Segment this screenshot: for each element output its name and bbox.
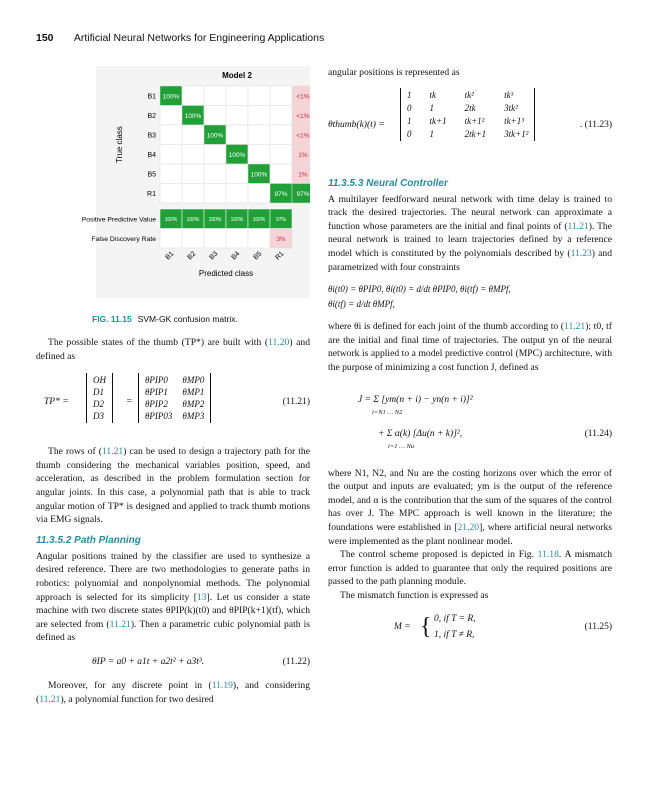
equation-link[interactable]: 11.23 [570, 247, 592, 259]
row-label: B1 [147, 93, 156, 101]
fdr-cell [248, 229, 270, 249]
cell-value: 100% [206, 132, 224, 140]
matrix-cell [226, 106, 248, 126]
matrix-entry: 2tk+1 [464, 128, 487, 139]
matrix-entry: D1 [93, 387, 104, 398]
ppv-label: Positive Predictive Value [81, 216, 156, 224]
page-header [36, 32, 324, 44]
chart-title: Model 2 [222, 71, 252, 80]
cell-value: 97% [274, 190, 288, 198]
figure-label: FIG. 11.15 [92, 314, 132, 324]
row-summary-value: <1% [296, 93, 310, 101]
paragraph: Moreover, for any discrete point in (11.19), and considering (11.21), a polynomial function for two desired [36, 679, 310, 705]
matrix-entry: 0 [407, 102, 412, 113]
matrix-entry: θPIP0 [145, 375, 168, 386]
constraints-equation: θi(t0) = θPIP0, θ̇i(t0) = d/dt θPIP0, θi(tf) = θMPf, θ̇i(tf) = d/dt θMPf, [328, 284, 511, 310]
row-summary-value: <1% [296, 112, 310, 120]
row-label: B2 [147, 112, 156, 120]
matrix-cell [160, 184, 182, 204]
cell-value: 100% [250, 171, 268, 179]
column-label: B5 [252, 250, 264, 262]
matrix-cell [248, 86, 270, 106]
equation-11-24: J = Σ [ym(n + i) − yn(n + i)]² i=N1 … N2 + Σ α(k) [Δu(n + k)]², i=1 … Nu (11.24) [358, 394, 612, 450]
figure-caption [92, 314, 310, 324]
x-axis-label: Predicted class [198, 269, 254, 278]
row-label: B5 [147, 171, 156, 179]
row-summary-value: 97% [296, 190, 310, 198]
fdr-cell [160, 229, 182, 249]
matrix-entry: 0 [407, 128, 412, 139]
left-column [36, 66, 310, 706]
equation-link[interactable]: 11.20 [268, 337, 290, 348]
matrix-entry: θMP3 [182, 411, 205, 422]
matrix-cell [160, 145, 182, 165]
equation-11-25: M = { 0, if T = R, 1, if T ≠ R, (11.25) [394, 614, 612, 641]
paragraph: The rows of (11.21) can be used to design a trajectory path for the thumb considering the mechanical variables position, speed, and acceleration, as described in the problem formulation section for angular joints. In this case, a polynomial path that is able to track angular motion of TP* is designed and applied to track thumb motions via EMG signals. [36, 446, 310, 526]
equation-number: (11.25) [584, 622, 612, 633]
citation-link[interactable]: 21,20 [457, 521, 480, 533]
section-heading: 11.3.5.3 Neural Controller [328, 177, 448, 189]
equation-11-21: TP* = OH D1 D2 D3 = θPIP0 θMP0 θPIP1 θMP1 θPIP2 θMP2 θPIP03 θMP3 (11.21) [44, 375, 310, 422]
equation-number: (11.21) [282, 397, 310, 408]
matrix-entry: D2 [93, 399, 104, 410]
matrix-cell [160, 106, 182, 126]
matrix-cell [248, 184, 270, 204]
matrix-entry: θMP2 [182, 399, 205, 410]
matrix-cell [248, 125, 270, 145]
matrix-entry: 3tk² [504, 102, 518, 113]
matrix-entry: tk³ [504, 89, 514, 100]
matrix-entry: tk [429, 89, 436, 100]
equation-number: (11.24) [584, 428, 612, 439]
row-label: B4 [147, 151, 156, 159]
matrix-entry: tk+1³ [504, 115, 524, 126]
paragraph: The possible states of the thumb (TP*) are built with (11.20) and defined as [36, 337, 310, 362]
matrix-cell [160, 125, 182, 145]
matrix-entry: 1 [407, 115, 412, 126]
equation-link[interactable]: 11.19 [211, 679, 233, 691]
matrix-cell [182, 145, 204, 165]
matrix-cell [182, 164, 204, 184]
equation-link[interactable]: 11.21 [567, 220, 589, 232]
matrix-cell [204, 184, 226, 204]
matrix-cell [182, 184, 204, 204]
matrix-entry: θPIP2 [145, 399, 168, 410]
equation-number: . (11.23) [579, 119, 612, 130]
paragraph: A multilayer feedforward neural network with time delay is trained to track the desired trajectories. The neural network can approximate a function whose parameters are the initial and final points of (11.21). The neural network is trained to learn trajectories defined by a reference model which is constituted by the polynomials described by (11.23) and parametrized with four constraints [328, 193, 612, 273]
matrix-cell [182, 86, 204, 106]
fdr-label: False Discovery Rate [91, 235, 156, 243]
equation-number: (11.22) [282, 656, 310, 667]
matrix-entry: D3 [93, 411, 104, 422]
paragraph: Angular positions trained by the classifier are used to synthesize a desired reference. There are two methodologies to generate paths in robotics: polynomial and nonpolynomial methods. The polynomial approach is selected for its simplicity [13]. Let us consider a state machine with two discrete states θPIP(k)(t0) and θPIP(k+1)(tf), which are selected from (11.21). Then a parametric cubic polynomial path is defined as [36, 550, 310, 644]
citation-link[interactable]: 13 [196, 591, 207, 603]
row-summary-value: 1% [298, 151, 308, 159]
column-label: R1 [274, 250, 286, 262]
equation-link[interactable]: 11.21 [109, 618, 131, 630]
section-heading: 11.3.5.2 Path Planning [36, 534, 141, 546]
angle-matrix [138, 373, 211, 423]
row-label: B3 [147, 132, 156, 140]
y-axis-label: True class [115, 126, 124, 163]
fdr-cell [204, 229, 226, 249]
polynomial-matrix [400, 88, 535, 141]
matrix-cell [226, 184, 248, 204]
matrix-entry: θMP0 [182, 375, 205, 386]
matrix-cell [204, 145, 226, 165]
matrix-cell [204, 106, 226, 126]
book-title: Artificial Neural Networks for Engineering Applications [73, 32, 325, 44]
page-number: 150 [36, 32, 54, 44]
fdr-cell [226, 229, 248, 249]
matrix-cell [270, 145, 292, 165]
matrix-cell [226, 125, 248, 145]
equation-link[interactable]: 11.21 [564, 321, 586, 333]
column-label: B1 [164, 250, 176, 262]
ppv-value: 100% [164, 216, 178, 223]
paragraph: where θi is defined for each joint of the thumb according to (11.21); t0, tf are the initial and final time of trajectories. The output yn of the neural network is applied to a model predictive control (MPC) architecture, with the purpose of minimizing a cost function J, defined as [328, 321, 612, 373]
matrix-cell [270, 125, 292, 145]
cell-value: 100% [184, 112, 202, 120]
matrix-cell [204, 164, 226, 184]
matrix-entry: 1 [407, 89, 412, 100]
row-summary-value: 1% [298, 171, 308, 179]
confusion-matrix-figure [36, 66, 310, 306]
matrix-entry: θMP1 [182, 387, 205, 398]
paragraph: The control scheme proposed is depicted in Fig. 11.18. A mismatch error function is added to guarantee that only the required positions are passed to the path planning module. [328, 549, 612, 588]
matrix-cell [182, 125, 204, 145]
right-column [328, 66, 612, 654]
matrix-entry: 3tk+1² [504, 128, 529, 139]
matrix-cell [226, 164, 248, 184]
equation-11-23: θthumb(k)(t) = 1 tk tk² tk³ 0 1 2tk 3tk² 1 tk+1 tk+1² tk+1³ 0 1 2tk+1 3tk+1² . (11.23) [328, 89, 612, 139]
vector-matrix [86, 373, 113, 423]
ppv-value: 100% [186, 216, 200, 223]
matrix-entry: tk+1² [464, 115, 485, 126]
row-summary-value: <1% [296, 132, 310, 140]
matrix-entry: θPIP03 [145, 411, 173, 422]
ppv-value: 97% [275, 216, 287, 223]
matrix-entry: 1 [429, 128, 434, 139]
fdr-value: 3% [276, 236, 286, 243]
equation-11-22: θIP = a0 + a1t + a2t² + a3t³. (11.22) [92, 656, 310, 667]
matrix-cell [270, 106, 292, 126]
matrix-cell [270, 164, 292, 184]
matrix-entry: θPIP1 [145, 387, 168, 398]
cell-value: 100% [162, 93, 180, 101]
matrix-entry: 1 [429, 102, 434, 113]
ppv-value: 100% [230, 216, 244, 223]
matrix-cell [270, 86, 292, 106]
column-label: B3 [208, 250, 220, 262]
matrix-entry: 2tk [464, 102, 476, 113]
equation-link[interactable]: 11.21 [39, 693, 61, 705]
matrix-cell [248, 145, 270, 165]
matrix-entry: tk+1 [429, 115, 447, 126]
ppv-value: 100% [252, 216, 266, 223]
paragraph: angular positions is represented as [328, 67, 460, 78]
confusion-matrix-chart [36, 66, 310, 306]
column-label: B4 [230, 250, 242, 262]
paragraph: The mismatch function is expressed as [340, 589, 489, 601]
equation-link[interactable]: 11.21 [101, 446, 124, 458]
cell-value: 100% [228, 151, 246, 159]
matrix-entry: tk² [464, 89, 474, 100]
figure-link[interactable]: 11.18 [537, 549, 559, 561]
ppv-value: 100% [208, 216, 222, 223]
row-label: R1 [147, 190, 156, 198]
paragraph: where N1, N2, and Nu are the costing horizons over which the error of the output and inputs are evaluated; ym is the output of the reference model, and α is the contribution that the sum of the squares of the control has over J. The MPC approach is well known in the literature; the foundations were established in [21,20], where artificial neural networks were implemented as the plant nonlinear model. [328, 467, 612, 547]
figure-caption-text: SVM-GK confusion matrix. [137, 314, 238, 324]
matrix-cell [160, 164, 182, 184]
matrix-entry: OH [93, 375, 106, 386]
matrix-cell [226, 86, 248, 106]
fdr-cell [182, 229, 204, 249]
column-label: B2 [186, 250, 198, 262]
matrix-cell [204, 86, 226, 106]
matrix-cell [248, 106, 270, 126]
